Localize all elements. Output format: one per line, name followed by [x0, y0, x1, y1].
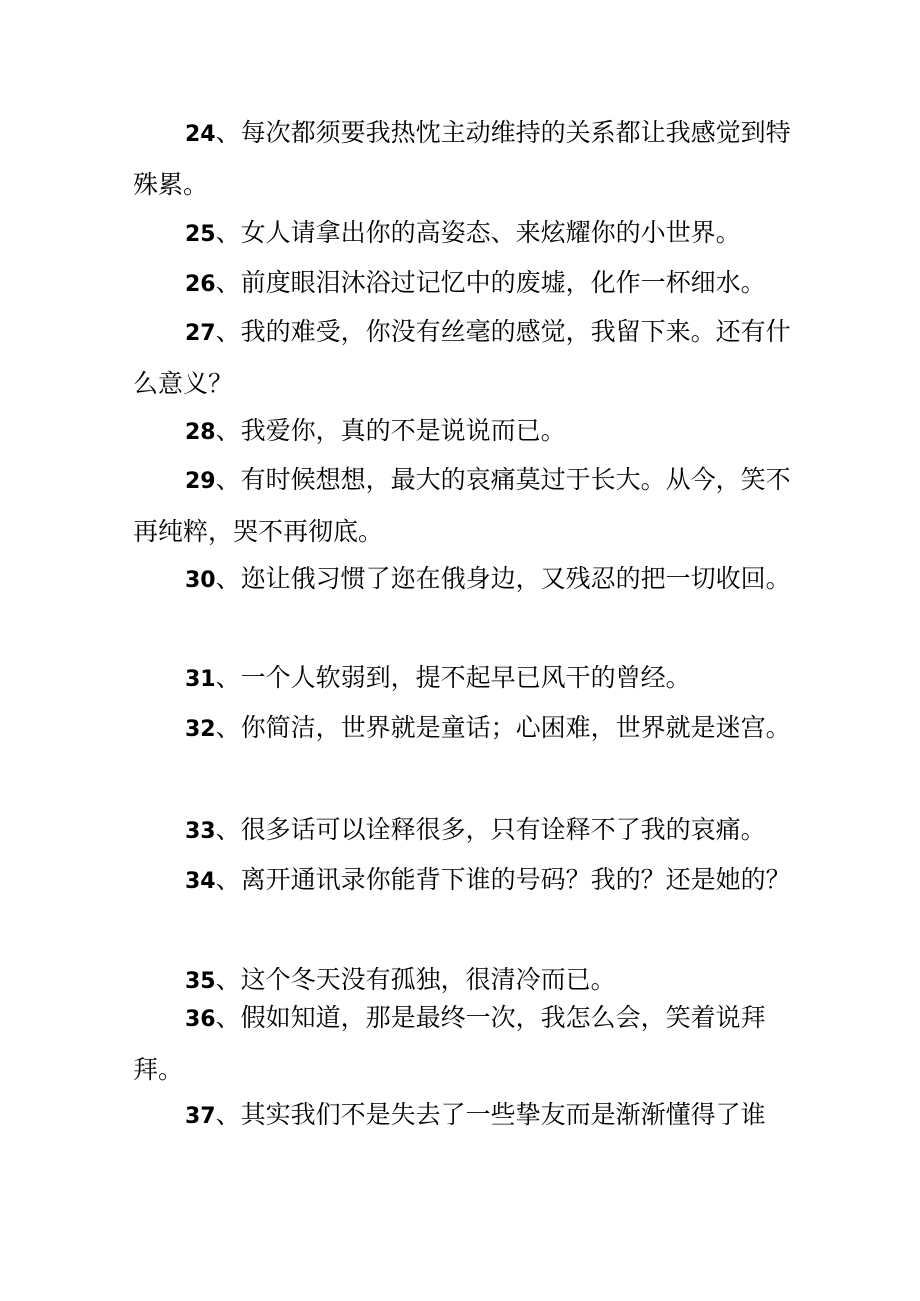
- item-text: 、有时候想想，最大的哀痛莫过于长大。从今，笑不再纯粹，哭不再彻底。: [133, 465, 791, 546]
- item-number: 31: [185, 667, 216, 692]
- item-number: 33: [185, 819, 216, 844]
- item-number: 36: [185, 1007, 216, 1032]
- item-text: 、你简洁，世界就是童话；心困难，世界就是迷宫。: [215, 713, 791, 742]
- item-text: 、前度眼泪沐浴过记忆中的废墟，化作一杯细水。: [215, 268, 766, 297]
- item-number: 35: [185, 969, 216, 994]
- item-number: 25: [185, 222, 216, 247]
- item-number: 27: [185, 321, 216, 346]
- list-item: [133, 307, 805, 409]
- list-item: [133, 993, 805, 1095]
- list-item: [133, 258, 805, 310]
- list-item: [133, 855, 805, 907]
- list-item: [133, 406, 805, 458]
- list-item: [133, 1090, 805, 1142]
- list-item: [133, 208, 805, 260]
- item-text: 、这个冬天没有孤独，很清冷而已。: [215, 965, 616, 994]
- item-text: 、我爱你，真的不是说说而已。: [215, 416, 566, 445]
- list-item: [133, 805, 805, 857]
- item-text: 、其实我们不是失去了一些挚友而是渐渐懂得了谁: [215, 1100, 766, 1129]
- item-number: 26: [185, 272, 216, 297]
- item-text: 、一个人软弱到，提不起早已风干的曾经。: [215, 663, 691, 692]
- item-number: 28: [185, 420, 216, 445]
- item-number: 32: [185, 717, 216, 742]
- item-number: 37: [185, 1104, 216, 1129]
- item-text: 、很多话可以诠释很多，只有诠释不了我的哀痛。: [215, 815, 766, 844]
- list-item: [133, 554, 805, 606]
- item-text: 、假如知道，那是最终一次，我怎么会，笑着说拜拜。: [133, 1003, 766, 1084]
- item-number: 34: [185, 869, 216, 894]
- item-text: 、离开通讯录你能背下谁的号码？我的？还是她的？: [215, 865, 791, 894]
- list-item: [133, 653, 805, 705]
- list-item: [133, 703, 805, 755]
- list-item: [133, 455, 805, 557]
- item-text: 、女人请拿出你的高姿态、来炫耀你的小世界。: [215, 218, 741, 247]
- item-number: 29: [185, 469, 216, 494]
- item-text: 、迩让俄习惯了迩在俄身边，又残忍的把一切收回。: [215, 564, 791, 593]
- item-text: 、我的难受，你没有丝毫的感觉，我留下来。还有什么意义？: [133, 317, 791, 398]
- item-text: 、每次都须要我热忱主动维持的关系都让我感觉到特殊累。: [133, 118, 791, 199]
- list-item: [133, 108, 805, 210]
- item-number: 24: [185, 122, 216, 147]
- item-number: 30: [185, 568, 216, 593]
